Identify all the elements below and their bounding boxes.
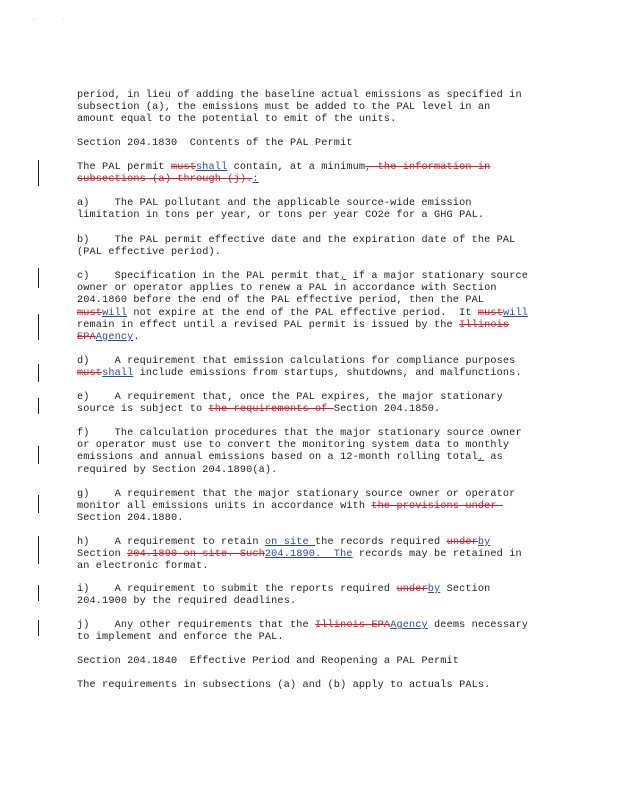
deleted-text: the provisions under xyxy=(371,501,503,513)
text-run: Section xyxy=(440,584,491,595)
change-bar xyxy=(38,160,39,186)
text-run: The PAL permit xyxy=(77,162,171,173)
inserted-text: shall xyxy=(196,162,228,173)
text-line xyxy=(77,465,539,477)
text-run: source is subject to xyxy=(77,404,209,416)
text-line xyxy=(77,308,539,320)
change-bar xyxy=(38,398,39,414)
text-block xyxy=(77,680,539,692)
text-line xyxy=(77,596,539,608)
deleted-text: EPA xyxy=(77,331,96,343)
text-run: . xyxy=(133,331,140,343)
inserted-text: Agency xyxy=(390,620,428,631)
text-run: c) Specification in the PAL permit that xyxy=(77,271,341,282)
change-bar xyxy=(38,364,39,382)
inserted-text: 204.1890. The xyxy=(264,549,353,561)
text-run: emissions and annual emissions based on a 12-month rolling total xyxy=(77,452,478,464)
text-block xyxy=(77,392,539,416)
deleted-text: , the information in xyxy=(365,162,491,173)
text-run: Section 204.1850. xyxy=(333,404,441,416)
text-block xyxy=(77,90,539,127)
inserted-text: on site xyxy=(264,537,316,548)
deleted-text: must xyxy=(77,307,103,319)
text-run: e) A requirement that, once the PAL expires, the major stationary xyxy=(77,392,503,403)
text-run: h) A requirement to retain xyxy=(77,537,265,548)
deleted-text: 204.1890 on site. Such xyxy=(127,549,265,561)
text-line xyxy=(77,332,539,344)
text-run: (PAL effective period). xyxy=(77,247,222,259)
text-run: f) The calculation procedures that the major stationary source owner xyxy=(77,428,522,439)
text-line xyxy=(77,235,539,247)
text-line xyxy=(77,537,539,549)
deleted-text: . xyxy=(246,174,253,186)
text-run: Section xyxy=(77,549,128,561)
text-run: include emissions from startups, shutdowns, and malfunctions. xyxy=(133,368,522,380)
inserted-text: shall xyxy=(102,368,134,380)
text-run: Section 204.1880. xyxy=(77,513,184,525)
text-run: required by Section 204.1890(a). xyxy=(77,464,278,476)
change-bar xyxy=(38,620,39,636)
text-block xyxy=(77,428,539,477)
text-line xyxy=(77,138,539,150)
inserted-text: will xyxy=(502,307,529,319)
text-run: The requirements in subsections (a) and (b) apply to actuals PALs. xyxy=(77,680,491,691)
text-block xyxy=(77,138,539,150)
text-block xyxy=(77,271,539,344)
text-block xyxy=(77,537,539,574)
text-line xyxy=(77,561,539,573)
text-line xyxy=(77,656,539,668)
text-line xyxy=(77,102,539,114)
text-run: a) The PAL pollutant and the applicable source-wide emission xyxy=(77,198,472,209)
text-run: to implement and enforce the PAL. xyxy=(77,632,284,644)
text-line xyxy=(77,271,539,283)
inserted-text: : xyxy=(252,174,259,186)
text-run: remain in effect until a revised PAL permit is issued by the xyxy=(77,319,460,331)
deleted-text: the requirements of xyxy=(208,404,334,416)
text-line xyxy=(77,632,539,644)
deleted-text: under xyxy=(446,537,478,548)
text-run: contain, at a minimum xyxy=(227,162,366,173)
text-block xyxy=(77,584,539,608)
text-run: as xyxy=(484,452,503,464)
text-line xyxy=(77,210,539,222)
text-run: Section 204.1830 Contents of the PAL Permit xyxy=(77,138,353,149)
deleted-text: Illinois EPA xyxy=(315,620,391,631)
deleted-text: under xyxy=(396,584,428,595)
text-line xyxy=(77,452,539,464)
text-line xyxy=(77,356,539,368)
text-line xyxy=(77,549,539,561)
text-run: monitor all emissions units in accordance with xyxy=(77,501,372,513)
text-run: records may be retained in xyxy=(352,549,522,561)
text-line xyxy=(77,392,539,404)
change-bar xyxy=(38,446,39,464)
text-line xyxy=(77,90,539,102)
inserted-text: , xyxy=(477,452,485,464)
text-line xyxy=(77,404,539,416)
text-line xyxy=(77,198,539,210)
deleted-text: must xyxy=(477,307,503,319)
text-block xyxy=(77,198,539,222)
text-run: if a major stationary source xyxy=(346,271,528,282)
inserted-text: , xyxy=(340,271,347,282)
text-line xyxy=(77,368,539,380)
text-run: Section 204.1840 Effective Period and Reopening a PAL Permit xyxy=(77,656,460,667)
text-run: i) A requirement to submit the reports required xyxy=(77,584,397,595)
text-line xyxy=(77,584,539,596)
inserted-text: will xyxy=(102,307,128,319)
text-run: the records required xyxy=(315,537,447,548)
text-run: j) Any other requirements that the xyxy=(77,620,316,631)
text-run: deems necessary xyxy=(427,620,528,631)
text-run: amount equal to the potential to emit of the units. xyxy=(77,114,397,126)
deleted-text: subsections (a) through (j) xyxy=(77,174,247,186)
change-bar xyxy=(38,268,39,288)
text-run: period, in lieu of adding the baseline actual emissions as specified in xyxy=(77,90,522,101)
text-line xyxy=(77,501,539,513)
text-run: owner or operator applies to renew a PAL in accordance with Section xyxy=(77,283,497,295)
deleted-text: must xyxy=(77,368,103,380)
text-line xyxy=(77,283,539,295)
text-block xyxy=(77,656,539,668)
text-block xyxy=(77,235,539,259)
text-run: limitation in tons per year, or tons per year CO2e for a GHG PAL. xyxy=(77,210,485,222)
text-line xyxy=(77,114,539,126)
change-bar xyxy=(38,495,39,513)
text-run: d) A requirement that emission calculations for compliance purposes xyxy=(77,356,516,367)
change-bar xyxy=(38,314,39,340)
text-line xyxy=(77,620,539,632)
inserted-text: by xyxy=(477,537,491,548)
text-line xyxy=(77,162,539,174)
change-bar xyxy=(38,536,39,564)
change-bar xyxy=(38,585,39,601)
text-line xyxy=(77,247,539,259)
text-run: not expire at the end of the PAL effective period. It xyxy=(127,307,478,319)
deleted-text: must xyxy=(170,162,197,173)
scan-specks: · · xyxy=(32,16,66,23)
text-block xyxy=(77,356,539,380)
text-block xyxy=(77,620,539,644)
deleted-text: Illinois xyxy=(459,319,510,331)
text-line xyxy=(77,513,539,525)
text-line xyxy=(77,320,539,332)
text-line xyxy=(77,174,539,186)
text-line xyxy=(77,428,539,440)
text-block xyxy=(77,489,539,526)
text-line xyxy=(77,489,539,501)
text-run: g) A requirement that the major stationary source owner or operator xyxy=(77,489,516,500)
text-line xyxy=(77,680,539,692)
text-line xyxy=(77,440,539,452)
text-line xyxy=(77,295,539,307)
text-run: an electronic format. xyxy=(77,561,209,573)
inserted-text: Agency xyxy=(95,331,134,343)
text-block xyxy=(77,162,539,186)
inserted-text: by xyxy=(427,584,441,595)
text-run: 204.1900 by the required deadlines. xyxy=(77,596,297,608)
text-run: or operator must use to convert the monitoring system data to monthly xyxy=(77,440,510,452)
text-run: 204.1860 before the end of the PAL effective period, then the PAL xyxy=(77,295,485,307)
text-run: b) The PAL permit effective date and the expiration date of the PAL xyxy=(77,235,516,246)
text-run: subsection (a), the emissions must be added to the PAL level in an xyxy=(77,102,491,114)
